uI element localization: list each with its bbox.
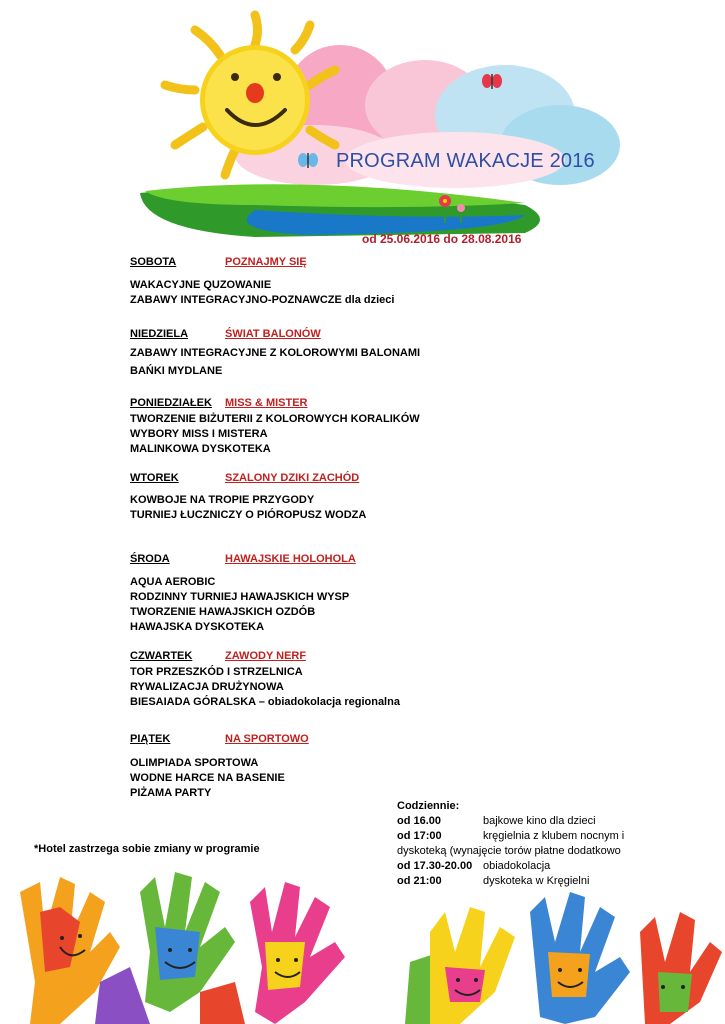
activity-item: ZABAWY INTEGRACYJNE Z KOLOROWYMI BALONAMI bbox=[130, 347, 421, 359]
daily-text: kręgielnia z klubem nocnym i bbox=[483, 830, 625, 842]
day-name: NIEDZIELA bbox=[130, 328, 189, 340]
activity-item: TWORZENIE HAWAJSKICH OZDÓB bbox=[130, 606, 316, 618]
day-name: SOBOTA bbox=[130, 256, 177, 268]
activity-item: TWORZENIE BIŻUTERII Z KOLOROWYCH KORALIKÓW bbox=[130, 413, 420, 425]
activity-item: RYWALIZACJA DRUŻYNOWA bbox=[130, 681, 284, 693]
day-name: ŚRODA bbox=[130, 553, 170, 565]
day-name: CZWARTEK bbox=[130, 650, 193, 662]
activity-item: HAWAJSKA DYSKOTEKA bbox=[130, 621, 265, 633]
painted-hands-illustration bbox=[0, 872, 370, 1024]
activity-item: BIESAIADA GÓRALSKA – obiadokolacja regionalna bbox=[130, 696, 400, 708]
day-theme: HAWAJSKIE HOLOHOLA bbox=[225, 553, 356, 565]
daily-time: od 21:00 bbox=[397, 875, 442, 887]
daily-text: dyskoteka w Kręgielni bbox=[483, 875, 590, 887]
daily-text: obiadokolacja bbox=[483, 860, 551, 872]
butterfly-icon bbox=[482, 74, 502, 89]
summer-header-illustration bbox=[105, 5, 625, 237]
day-block-wtorek bbox=[130, 472, 430, 523]
activity-item: KOWBOJE NA TROPIE PRZYGODY bbox=[130, 494, 315, 506]
daily-item bbox=[397, 829, 697, 844]
activity-item: ZABAWY INTEGRACYJNO-POZNAWCZE dla dzieci bbox=[130, 294, 395, 306]
daily-heading: Codziennie: bbox=[397, 800, 460, 812]
daily-text: bajkowe kino dla dzieci bbox=[483, 815, 596, 827]
butterfly-icon bbox=[298, 153, 318, 168]
activity-item: RODZINNY TURNIEJ HAWAJSKICH WYSP bbox=[130, 591, 350, 603]
activity-item: WAKACYJNE QUZOWANIE bbox=[130, 279, 272, 291]
activity-item: OLIMPIADA SPORTOWA bbox=[130, 757, 259, 769]
activity-item: WODNE HARCE NA BASENIE bbox=[130, 772, 285, 784]
day-block-sobota bbox=[130, 256, 430, 308]
activity-item: WYBORY MISS I MISTERA bbox=[130, 428, 268, 440]
day-theme: ZAWODY NERF bbox=[225, 650, 307, 662]
daily-text: dyskoteką (wynajęcie torów płatne dodatkowo bbox=[397, 845, 621, 857]
day-name: PIĄTEK bbox=[130, 733, 171, 745]
daily-time: od 16.00 bbox=[397, 815, 442, 827]
daily-item bbox=[397, 844, 697, 859]
day-theme: POZNAJMY SIĘ bbox=[225, 256, 307, 268]
day-block-niedziela bbox=[130, 328, 430, 379]
day-name: PONIEDZIAŁEK bbox=[130, 397, 212, 409]
daily-time: od 17:00 bbox=[397, 830, 442, 842]
date-range: od 25.06.2016 do 28.08.2016 bbox=[362, 232, 522, 246]
daily-item bbox=[397, 814, 697, 829]
day-name: WTOREK bbox=[130, 472, 179, 484]
grass-island-illustration bbox=[140, 184, 540, 237]
activity-item: MALINKOWA DYSKOTEKA bbox=[130, 443, 271, 455]
day-block-poniedzialek bbox=[130, 397, 430, 457]
disclaimer-note: *Hotel zastrzega sobie zmiany w programie bbox=[34, 843, 260, 855]
page-title: PROGRAM WAKACJE 2016 bbox=[336, 150, 595, 172]
day-theme: SZALONY DZIKI ZACHÓD bbox=[225, 472, 360, 484]
activity-item: PIŻAMA PARTY bbox=[130, 787, 212, 799]
activity-item: TOR PRZESZKÓD I STRZELNICA bbox=[130, 666, 303, 678]
day-block-czwartek bbox=[130, 650, 430, 710]
activity-item: BAŃKI MYDLANE bbox=[130, 365, 223, 377]
painted-hands-illustration bbox=[400, 872, 725, 1024]
day-block-piatek bbox=[130, 733, 430, 801]
day-block-sroda bbox=[130, 553, 430, 635]
activity-item: TURNIEJ ŁUCZNICZY O PIÓROPUSZ WODZA bbox=[130, 509, 367, 521]
daily-time: od 17.30-20.00 bbox=[397, 860, 473, 872]
activity-item: AQUA AEROBIC bbox=[130, 576, 216, 588]
day-theme: NA SPORTOWO bbox=[225, 733, 309, 745]
day-theme: ŚWIAT BALONÓW bbox=[225, 328, 321, 340]
day-theme: MISS & MISTER bbox=[225, 397, 308, 409]
